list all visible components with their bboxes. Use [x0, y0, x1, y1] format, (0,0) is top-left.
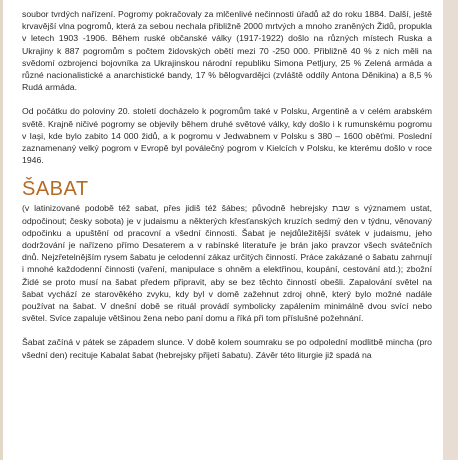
- page-side-bar: [443, 0, 458, 460]
- paragraph-sabat-start: Šabat začíná v pátek se západem slunce. V době kolem soumraku se po odpolední modlitbě mincha (pro všední den) recituje Kabalat šabat (hebrejsky přijetí šabatu). Závěr této liturgie již spadá na: [22, 337, 432, 360]
- section-heading-sabat: ŠABAT: [22, 178, 89, 201]
- paragraph-sabat-definition: (v latinizované podobě též sabat, přes jidiš též šábes; původně hebrejsky שבת s významem ustat, odpočinout; česky sobota) je v judaismu a některých křesťanských kruzích sedmý den v týdnu, věnovaný odpočinku a upuštění od pracovní a všední činnosti. Šabat je nejdůležitější svátek v judaismu, jeho dodržování je nařízeno přímo Desaterem a v rabínské literatuře je brán jako pravzor všech svátečních dnů. Nejzřetelnějším rysem šabatu je celodenní zákaz určitých činností. Práce zakázané o šabatu zahrnují i mnohé každodenní činnosti (vaření, manipulace s ohněm a elektřinou, koupání, cestování atd.); zbožní Židé se proto musí na šabat předem připravit, aby se bez těchto činností obešli. Zapalování světel na šabat vychází ze starověkého zvyku, kdy byl v domě zažehnut zdroj ohně, který bylo možné nadále používat na šabat. V dnešní době se rituál provádí symbolicky zapálením minimálně dvou svící nebo světel. Svíce zapaluje většinou žena nebo paní domu a říká při tom příslušné požehnání.: [22, 203, 432, 324]
- paragraph-pogroms-20th-century: Od počátku do poloviny 20. století docházelo k pogromům také v Polsku, Argentině a v celém arabském světě. Krajně ničivé pogromy se objevily během druhé světové války, kdy došlo i k rumunskému pogromu v Iaşi, kde bylo zabito 14 000 židů, a k pogromu v Jedwabnem v Polsku s 380 – 1600 oběťmi. Poslední zaznamenaný velký pogrom v Evropě byl poválečný pogrom v Kielcích v Polsku, ke kterému došlo v roce 1946.: [22, 106, 432, 166]
- paragraph-pogroms-russia: soubor tvrdých nařízení. Pogromy pokračovaly za mlčenlivé nečinnosti úřadů až do roku 1884. Další, ještě krvavější vlna pogromů, která za sebou nechala přibližně 2000 mrtvých a mnoho zraněných Židů, propukla v letech 1903 -1906. Během ruské občanské války (1917-1922) došlo na různých místech Ruska a Ukrajiny k 887 pogromům s počtem židovských obětí mezi 70 -250 000. Přibližně 40 % z nich měli na svědomí ozbrojenci bojovníka za Ukrajinskou národní republiku Simona Petljury, 25 % Zelená armáda a různé nacionalistické a anarchistické bandy, 17 % bělogvardějci (zvláště oddíly Antona Děnikina) a 8,5 % Rudá armáda.: [22, 9, 432, 93]
- page-edge-rule: [0, 0, 3, 460]
- page-content: [22, 8, 432, 361]
